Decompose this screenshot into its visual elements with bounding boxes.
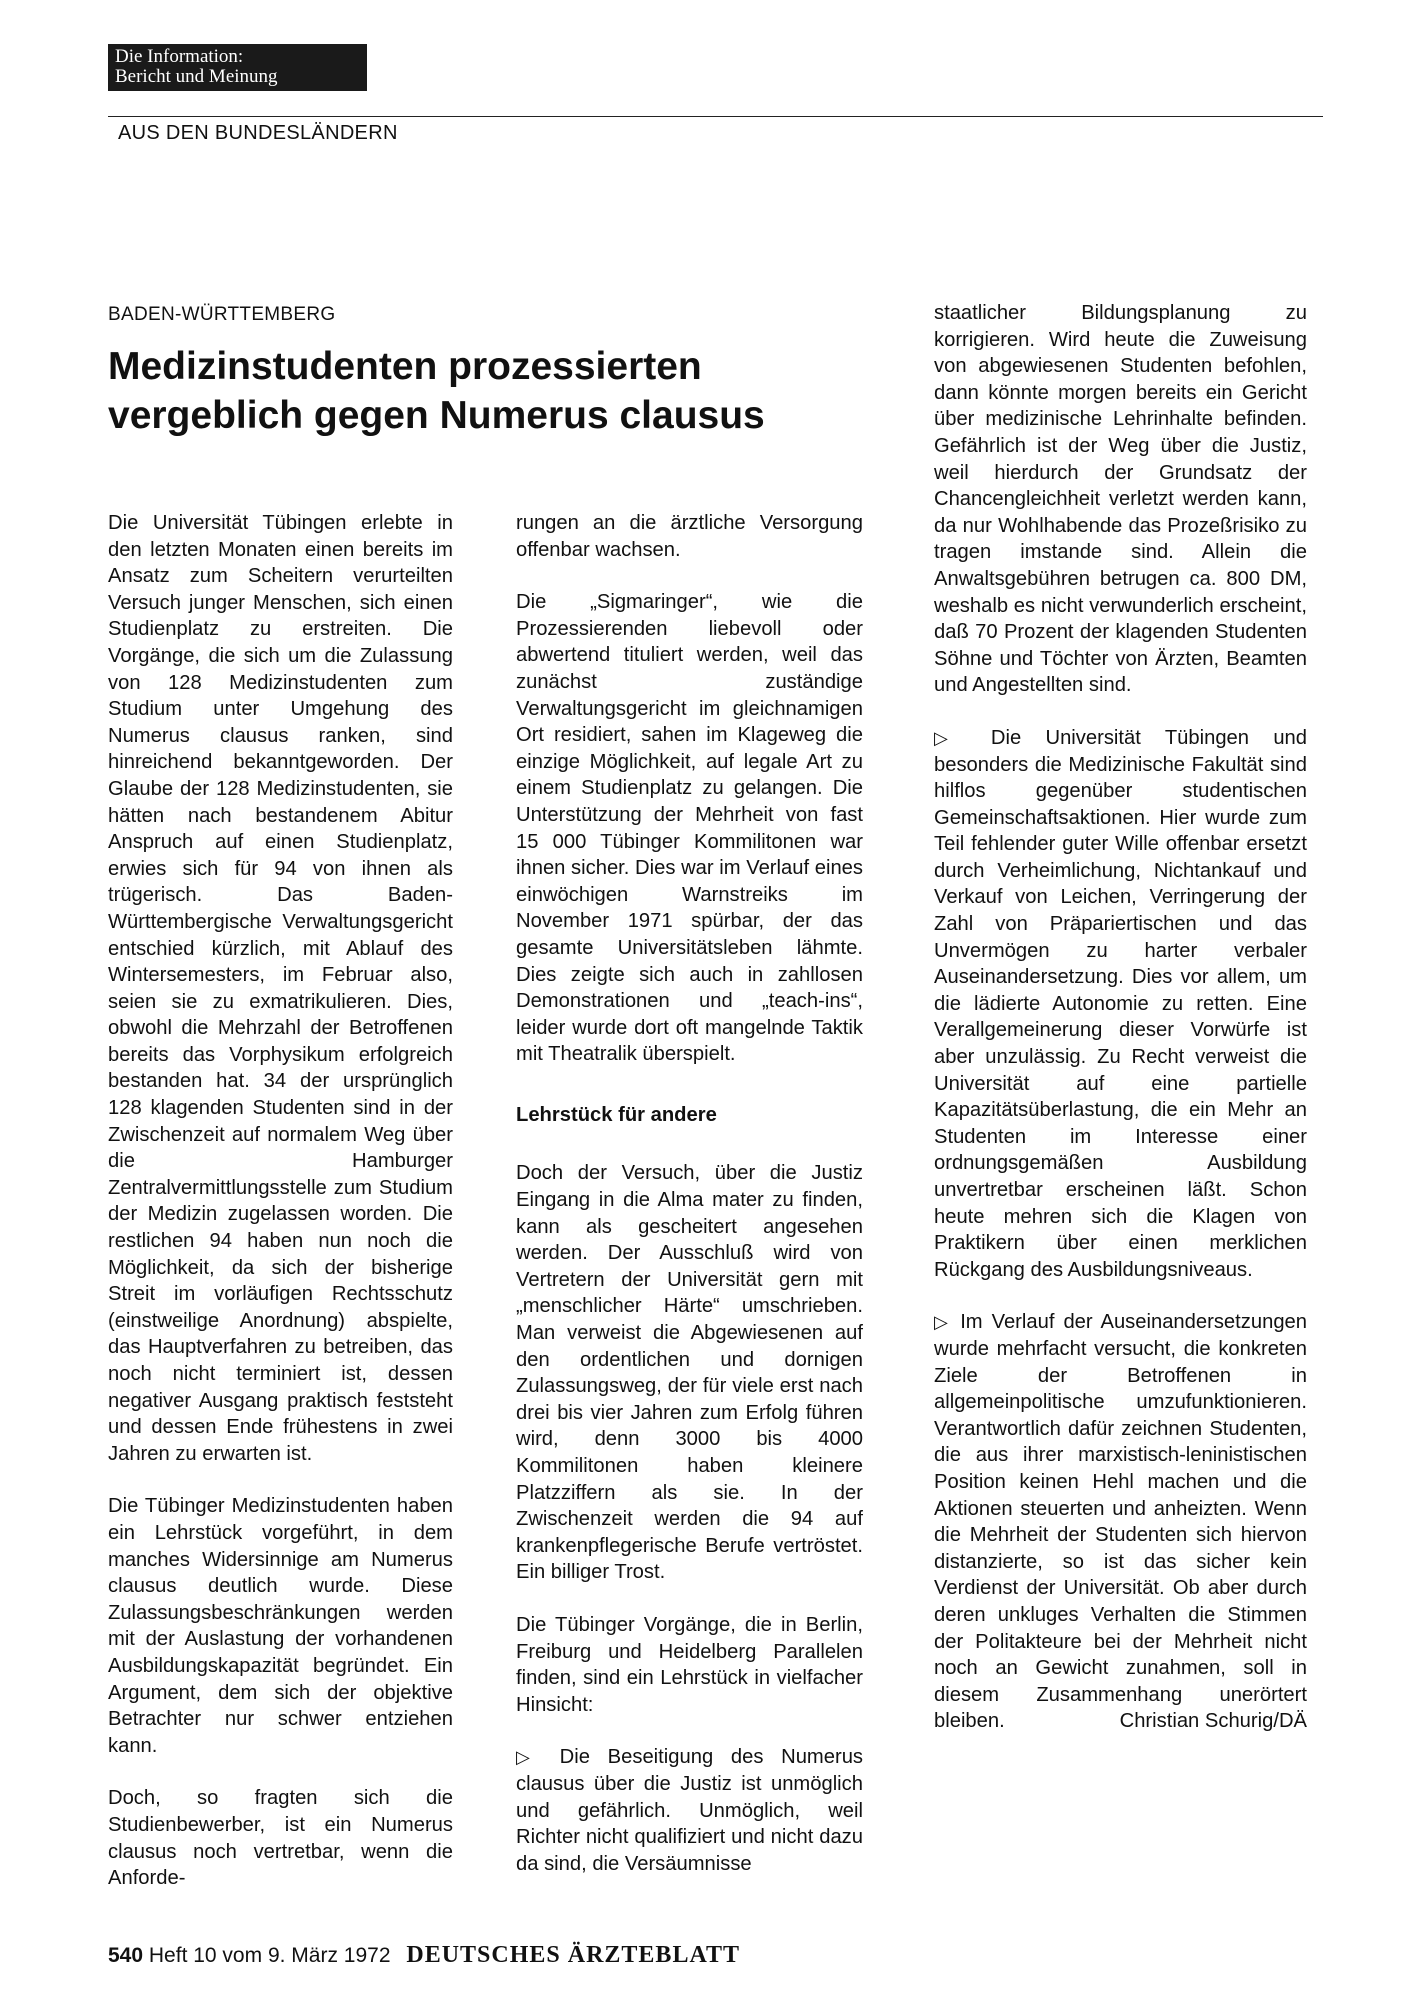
column-1 — [108, 510, 453, 1918]
author-signature: Christian Schurig/DÄ — [1119, 1710, 1307, 1733]
triangle-bullet-icon: ▷ — [516, 1747, 542, 1768]
triangle-bullet-icon: ▷ — [934, 1312, 952, 1333]
page-footer — [108, 1942, 740, 1969]
section-heading: AUS DEN BUNDESLÄNDERN — [118, 122, 398, 144]
bullet-text: Im Verlauf der Auseinandersetzungen wurde mehrfacht versucht, die konkreten Ziele der Betroffenen in allgemeinpolitische umzufunktionieren. Verantwortlich dafür zeichnen Studenten, die aus ihrer marxistisch-leninistischen Position keinen Hehl machen und die Aktionen steuerten und anheizten. Wenn die Mehrheit der Studenten sich hiervon distanzierte, so ist das sicher kein Verdienst der Universität. Ob aber durch deren unkluges Verhalten die Stimmen der Politakteure bei der Mehrheit nicht noch an Gewicht zunahmen, soll in diesem Zusammenhang unerörtert bleiben. — [934, 1311, 1307, 1733]
paragraph: staatlicher Bildungsplanung zu korrigieren. Wird heute die Zuweisung von abgewiesenen Studenten befohlen, dann könnte morgen bereits ein Gericht über medizinische Lehrinhalte befinden. Gefährlich ist der Weg über die Justiz, weil hierdurch der Grundsatz der Chancengleichheit verletzt werden kann, da nur Wohlhabende das Prozeßrisiko zu tragen imstande sind. Allein die Anwaltsgebühren betrugen ca. 800 DM, weshalb es nicht verwunderlich erscheint, daß 70 Prozent der klagenden Studenten Söhne und Töchter von Ärzten, Beamten und Angestellten sind. — [934, 302, 1307, 697]
triangle-bullet-icon: ▷ — [934, 727, 967, 748]
bullet-paragraph — [934, 1309, 1307, 1735]
masthead — [108, 44, 367, 91]
paragraph: Doch der Versuch, über die Justiz Eingang in die Alma mater zu finden, kann als gescheitert angesehen werden. Der Ausschluß wird von Vertretern der Universität gern mit „menschlicher Härte“ umschrieben. Man verweist die Abgewiesenen auf den ordentlichen und dornigen Zulassungsweg, der für viele erst nach drei bis vier Jahren zum Erfolg führen wird, denn 3000 bis 4000 Kommilitonen haben kleinere Platzziffern als sie. In der Zwischenzeit werden die 94 auf krankenpflegerische Berufe vertröstet. Ein billiger Trost. — [516, 1162, 863, 1584]
subheading: Lehrstück für andere — [516, 1103, 717, 1126]
paragraph: Die Tübinger Medizinstudenten haben ein Lehrstück vorgeführt, in dem manches Widersinnige am Numerus clausus deutlich wurde. Diese Zulassungsbeschränkungen werden mit der Auslastung der vorhandenen Ausbildungskapazität begründet. Ein Argument, dem sich der objektive Betrachter nur schwer entziehen kann. — [108, 1495, 453, 1757]
issue-info: Heft 10 vom 9. März 1972 — [148, 1944, 391, 1967]
bullet-text: Die Beseitigung des Numerus clausus über die Justiz ist unmöglich und gefährlich. Unmöglich, weil Richter nicht qualifiziert und nicht dazu da sind, die Versäumnisse — [516, 1746, 864, 1875]
bullet-paragraph — [934, 725, 1307, 1283]
headline-line-1: Medizinstudenten prozessierten — [108, 345, 702, 388]
article-headline — [108, 342, 848, 440]
paragraph: Doch, so fragten sich die Studienbewerber, ist ein Numerus clausus noch vertretbar, wenn die Anforde- — [108, 1787, 453, 1890]
journal-name: DEUTSCHES ÄRZTEBLATT — [406, 1942, 741, 1968]
paragraph: rungen an die ärztliche Versorgung offenbar wachsen. — [516, 512, 863, 561]
headline-line-2: vergeblich gegen Numerus clausus — [108, 394, 765, 437]
paragraph: Die Universität Tübingen erlebte in den letzten Monaten einen bereits im Ansatz zum Scheitern verurteilten Versuch junger Menschen, sich einen Studienplatz zu erstreiten. Die Vorgänge, die sich um die Zulassung von 128 Medizinstudenten zum Studium unter Umgehung des Numerus clausus ranken, sind hinreichend bekanntgeworden. Der Glaube der 128 Medizinstudenten, sie hätten nach bestandenem Abitur Anspruch auf einen Studienplatz, erwies sich für 94 von ihnen als trügerisch. Das Baden-Württembergische Verwaltungsgericht entschied kürzlich, mit Ablauf des Wintersemesters, im Februar also, seien sie zu exmatrikulieren. Dies, obwohl die Mehrzahl der Betroffenen bereits das Vorphysikum erfolgreich bestanden hat. 34 der ursprünglich 128 klagenden Studenten sind in der Zwischenzeit auf normalem Weg über die Hamburger Zentralvermittlungsstelle zum Studium der Medizin zugelassen worden. Die restlichen 94 haben nun noch die Möglichkeit, da sich der bisherige Streit im vorläufigen Rechtsschutz (einstweilige Anordnung) abspielte, das Hauptverfahren zu betreiben, das noch nicht terminiert ist, dessen negativer Ausgang praktisch feststeht und dessen Ende frühestens in zwei Jahren zu erwarten ist. — [108, 512, 453, 1465]
masthead-line-2: Bericht und Meinung — [115, 66, 278, 87]
bullet-paragraph — [516, 1744, 863, 1877]
bullet-text: Die Universität Tübingen und besonders die Medizinische Fakultät sind hilflos gegenüber studentischen Gemeinschaftsaktionen. Hier wurde zum Teil fehlender guter Wille offenbar ersetzt durch Verheimlichung, Nichtankauf und Verkauf von Leichen, Verringerung der Zahl von Präpariertischen und das Unvermögen zu harter verbaler Auseinandersetzung. Dies vor allem, um die lädierte Autonomie zu retten. Eine Verallgemeinerung dieser Vorwürfe ist aber unzulässig. Zu Recht verweist die Universität auf eine partielle Kapazitätsüberlastung, die ein Mehr an Studenten im Interesse einer ordnungsgemäßen Ausbildung unvertretbar erscheinen läßt. Schon heute mehren sich die Klagen von Praktikern über einen merklichen Rückgang des Ausbildungsniveaus. — [934, 726, 1308, 1281]
page-number: 540 — [108, 1944, 144, 1967]
paragraph: Die Tübinger Vorgänge, die in Berlin, Freiburg und Heidelberg Parallelen finden, sind ein Lehrstück in vielfacher Hinsicht: — [516, 1613, 863, 1716]
header-rule — [108, 116, 1323, 117]
masthead-line-1: Die Information: — [115, 46, 244, 67]
region-label: BADEN-WÜRTTEMBERG — [108, 304, 336, 325]
column-3 — [934, 300, 1307, 1761]
column-2 — [516, 510, 863, 1903]
paragraph: Die „Sigmaringer“, wie die Prozessierenden liebevoll oder abwertend tituliert werden, weil das zunächst zuständige Verwaltungsgericht im gleichnamigen Ort residiert, sahen im Klageweg die einzige Möglichkeit, auf legale Art zu einem Studienplatz zu gelangen. Die Unterstützung der Mehrheit von fast 15 000 Tübinger Kommilitonen war ihnen sicher. Dies war im Verlauf eines einwöchigen Warnstreiks im November 1971 spürbar, der das gesamte Universitätsleben lähmte. Dies zeigte sich auch in zahllosen Demonstrationen und „teach-ins“, leider wurde dort oft mangelnde Taktik mit Theatralik überspielt. — [516, 591, 863, 1066]
